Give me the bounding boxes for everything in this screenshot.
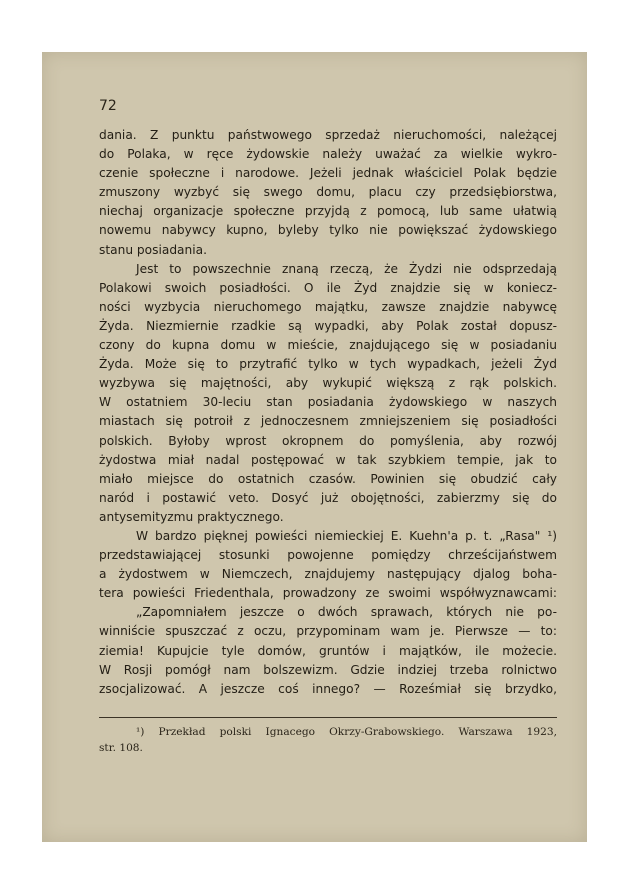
body-text-line: wyzbywa się majętności, aby wykupić większą z rąk polskich. <box>99 376 557 391</box>
body-text-line: niechaj organizacje społeczne przyjdą z pomocą, lub same ułatwią <box>99 204 557 219</box>
body-text-line: przedstawiającej stosunki powojenne pomiędzy chrześcijaństwem <box>99 548 557 563</box>
body-text-line: żydostwa miał nadal postępować w tak szybkiem tempie, jak to <box>99 452 557 467</box>
body-text-line: ziemia! Kupujcie tyle domów, gruntów i majątków, ile możecie. <box>99 643 557 658</box>
footnote-line: ¹) Przekład polski Ignacego Okrzy-Grabowskiego. Warszawa 1923, <box>136 726 557 738</box>
footnote-line: str. 108. <box>99 742 143 754</box>
body-text-line: Żyda. Może się to przytrafić tylko w tych wypadkach, jeżeli Żyd <box>99 357 557 372</box>
body-text-line: naród i postawić veto. Dosyć już obojętności, zabierzmy się do <box>99 490 557 505</box>
body-text <box>99 126 557 699</box>
body-text-line: Żyda. Niezmiernie rzadkie są wypadki, aby Polak został dopusz- <box>99 318 557 333</box>
body-text-line: W Rosji pomógł nam bolszewizm. Gdzie indziej trzeba rolnictwo <box>99 662 557 677</box>
body-text-line: Polakowi swoich posiadłości. O ile Żyd znajdzie się w koniecz- <box>99 280 557 295</box>
footnote-divider <box>99 717 557 718</box>
body-text-line: polskich. Byłoby wprost okropnem do pomyślenia, aby rozwój <box>99 433 557 448</box>
body-text-line: czony do kupna domu w mieście, znajdującego się w posiadaniu <box>99 338 557 353</box>
body-text-line: a żydostwem w Niemczech, znajdujemy następujący djalog boha- <box>99 567 557 582</box>
body-text-line: nowemu nabywcy kupno, byleby tylko nie powiększać żydowskiego <box>99 223 557 238</box>
body-text-line: miastach się potroił z jednoczesnem zmniejszeniem się posiadłości <box>99 414 557 429</box>
body-text-line: antysemityzmu praktycznego. <box>99 509 284 524</box>
body-text-line: dania. Z punktu państwowego sprzedaż nieruchomości, należącej <box>99 128 557 142</box>
body-text-line: tera powieści Friedenthala, prowadzony ze swoimi współwyznawcami: <box>99 586 557 601</box>
body-text-line: do Polaka, w ręce żydowskie należy uważać za wielkie wykro- <box>99 147 557 162</box>
body-text-line: zmuszony wyzbyć się swego domu, placu czy przedsiębiorstwa, <box>99 185 557 200</box>
body-text-line: zsocjalizować. A jeszcze coś innego? — Roześmiał się brzydko, <box>99 681 557 696</box>
body-text-line: W ostatniem 30-leciu stan posiadania żydowskiego w naszych <box>99 395 557 410</box>
body-text-line: ności wyzbycia nieruchomego majątku, zawsze znajdzie nabywcę <box>99 299 557 314</box>
body-text-line: czenie społeczne i narodowe. Jeżeli jednak właściciel Polak będzie <box>99 166 557 181</box>
body-text-line: winniście spuszczać z oczu, przypominam wam je. Pierwsze — to: <box>99 624 557 639</box>
body-text-line: miało miejsce do ostatnich czasów. Powinien się obudzić cały <box>99 471 557 486</box>
page-number: 72 <box>99 98 117 114</box>
body-text-line: W bardzo pięknej powieści niemieckiej E. Kuehn'a p. t. „Rasa" ¹) <box>136 528 557 543</box>
body-text-line: „Zapomniałem jeszcze o dwóch sprawach, których nie po- <box>136 605 557 620</box>
footnote <box>99 724 557 756</box>
body-text-line: Jest to powszechnie znaną rzeczą, że Żydzi nie odsprzedają <box>136 261 557 276</box>
body-text-line: stanu posiadania. <box>99 242 207 257</box>
